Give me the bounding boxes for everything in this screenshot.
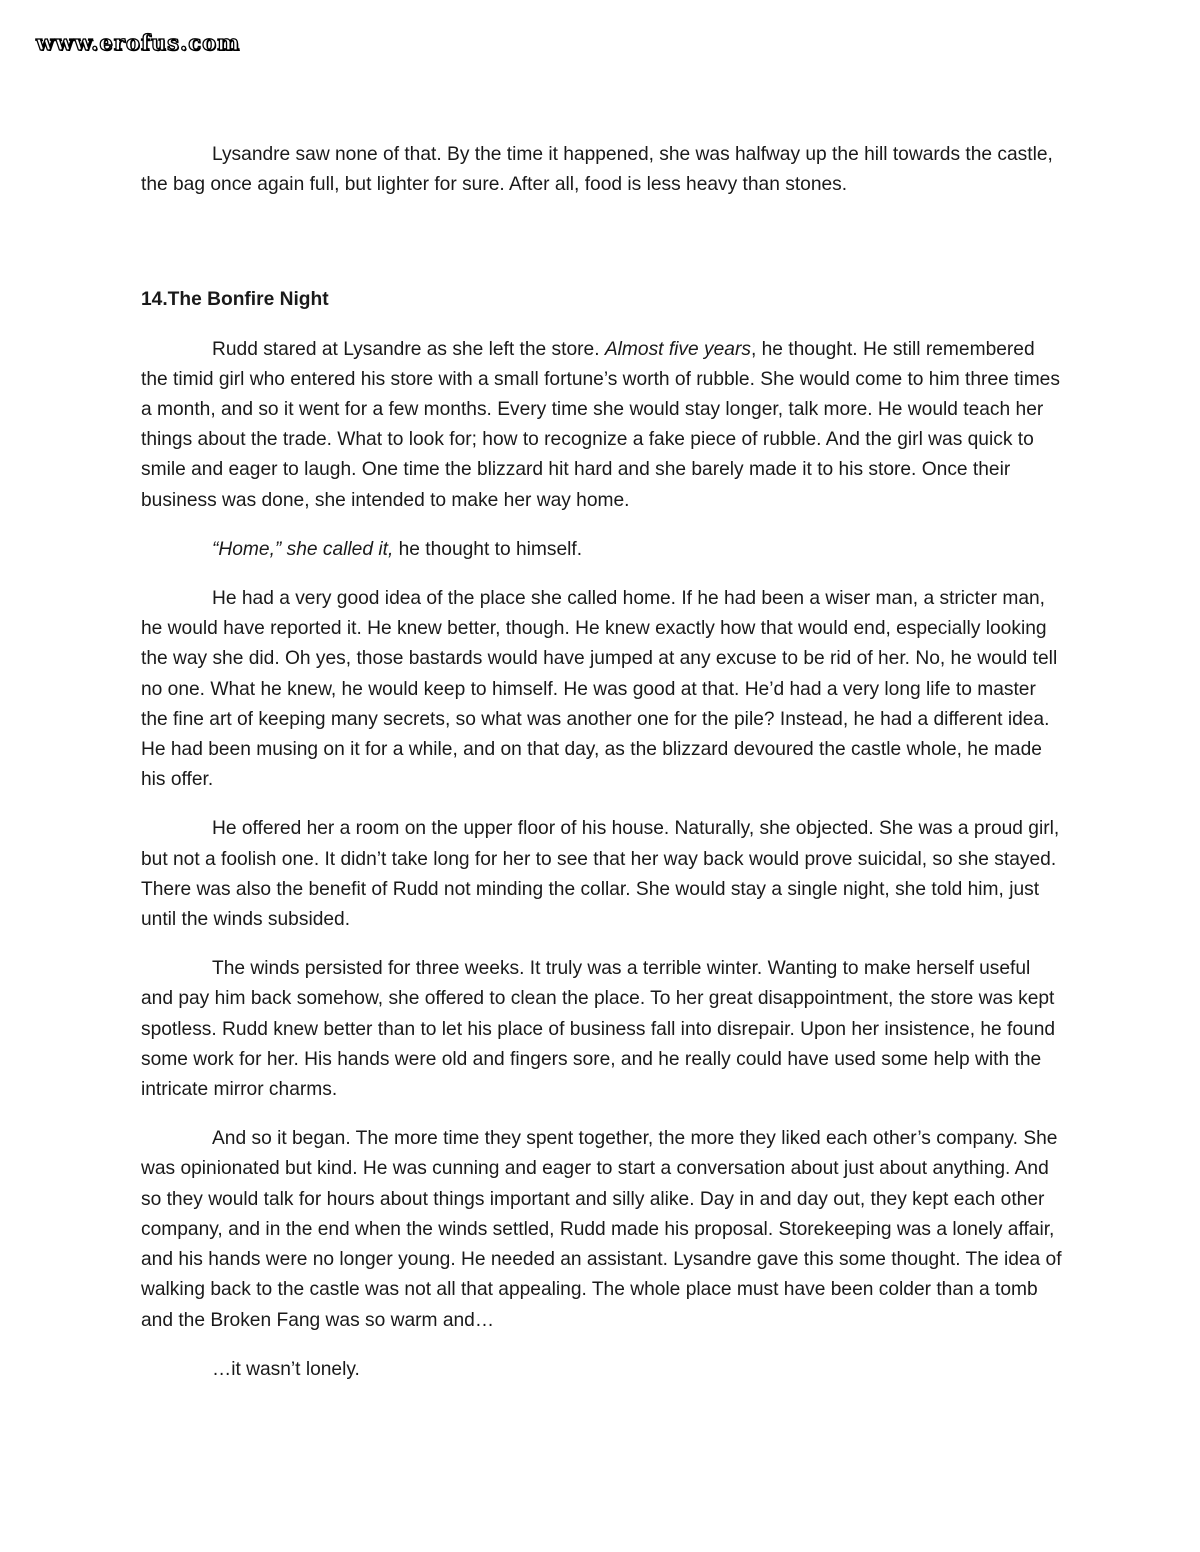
paragraph-2 <box>141 535 1066 565</box>
paragraph-1-start: Rudd stared at Lysandre as she left the store. <box>212 338 605 360</box>
paragraph-4: He offered her a room on the upper floor of his house. Naturally, she objected. She was a proud girl, but not a foolish one. It didn’t take long for her to see that her way back would prove suicidal, so she stayed. There was also the benefit of Rudd not minding the collar. She would stay a single night, she told him, just until the winds subsided. <box>141 818 1060 931</box>
document-page <box>141 140 1066 1385</box>
paragraph-6: And so it began. The more time they spent together, the more they liked each other’s company. She was opinionated but kind. He was cunning and eager to start a conversation about just about anything. And so they would talk for hours about things important and silly alike. Day in and day out, they kept each other company, and in the end when the winds settled, Rudd made his proposal. Storekeeping was a lonely affair, and his hands were no longer young. He needed an assistant. Lysandre gave this some thought. The idea of walking back to the castle was not all that appealing. The whole place must have been colder than a tomb and the Broken Fang was so warm and… <box>141 1128 1062 1331</box>
paragraph-2-end: he thought to himself. <box>393 538 583 560</box>
site-watermark: www.erofus.com <box>36 30 241 55</box>
paragraph-7: …it wasn’t lonely. <box>212 1358 360 1380</box>
paragraph-1-italic: Almost five years <box>604 338 751 360</box>
paragraph-2-italic: “Home,” she called it, <box>212 538 394 560</box>
paragraph-5: The winds persisted for three weeks. It truly was a terrible winter. Wanting to make herself useful and pay him back somehow, she offered to clean the place. To her great disappointment, the store was kept spotless. Rudd knew better than to let his place of business fall into disrepair. Upon her insistence, he found some work for her. His hands were old and fingers sore, and he really could have used some help with the intricate mirror charms. <box>141 958 1056 1101</box>
paragraph-1 <box>141 335 1066 516</box>
paragraph-3: He had a very good idea of the place she called home. If he had been a wiser man, a stricter man, he would have reported it. He knew better, though. He knew exactly how that would end, especially looking the way she did. Oh yes, those bastards would have jumped at any excuse to be rid of her. No, he would tell no one. What he knew, he would keep to himself. He was good at that. He’d had a very long life to master the fine art of keeping many secrets, so what was another one for the pile? Instead, he had a different idea. He had been musing on it for a while, and on that day, as the blizzard devoured the castle whole, he made his offer. <box>141 588 1058 791</box>
intro-paragraph: Lysandre saw none of that. By the time it happened, she was halfway up the hill towards the castle, the bag once again full, but lighter for sure. After all, food is less heavy than stones. <box>141 144 1053 196</box>
chapter-heading: 14.The Bonfire Night <box>141 289 329 311</box>
paragraph-1-end: , he thought. He still remembered the timid girl who entered his store with a small fortune’s worth of rubble. She would come to him three times a month, and so it went for a few months. Every time she would stay longer, talk more. He would teach her things about the trade. What to look for; how to recognize a fake piece of rubble. And the girl was quick to smile and eager to laugh. One time the blizzard hit hard and she barely made it to his store. Once their business was done, she intended to make her way home. <box>141 338 1060 511</box>
